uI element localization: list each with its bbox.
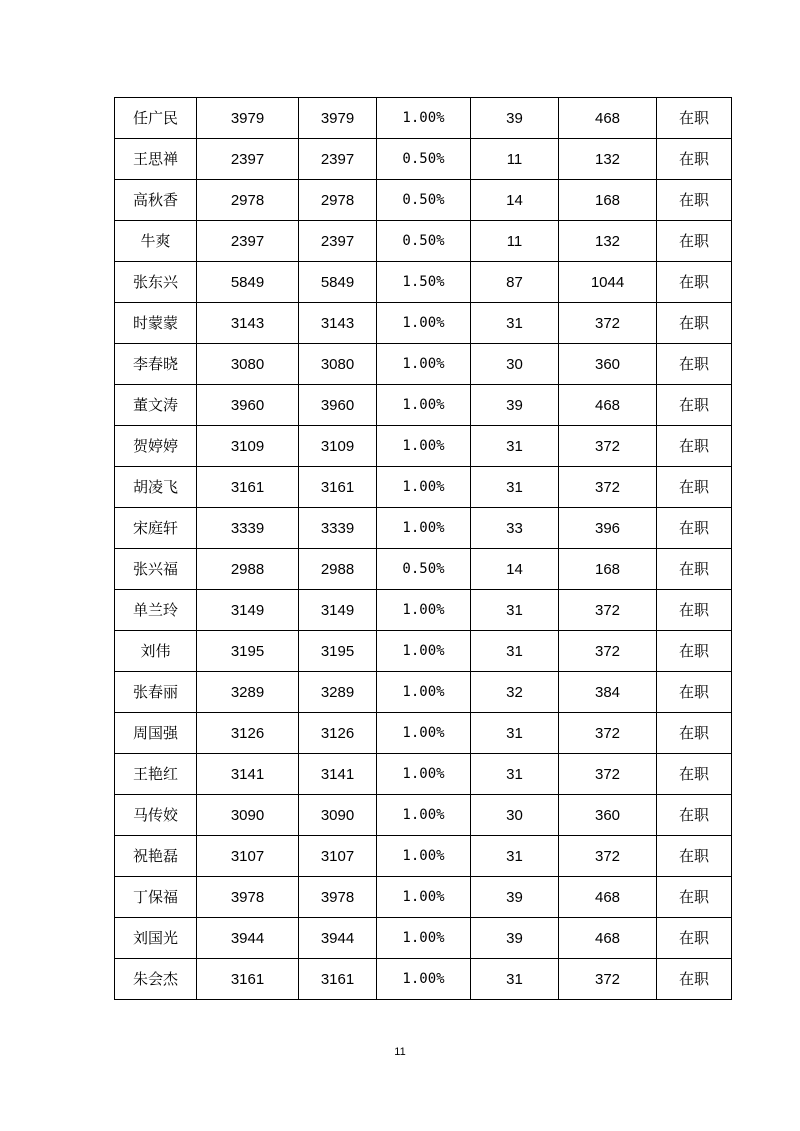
status-cell: 在职 [657,959,732,1000]
table-row [115,426,732,467]
status-cell: 在职 [657,426,732,467]
base-amount-cell: 3080 [299,344,377,385]
base-cell: 2397 [197,139,299,180]
name-cell: 胡凌飞 [115,467,197,508]
monthly-cell: 11 [471,221,559,262]
name-cell: 单兰玲 [115,590,197,631]
table-row [115,754,732,795]
base-cell: 3944 [197,918,299,959]
base-amount-cell: 3944 [299,918,377,959]
table-row [115,713,732,754]
annual-cell: 372 [559,426,657,467]
table-row [115,303,732,344]
monthly-cell: 39 [471,98,559,139]
annual-cell: 132 [559,139,657,180]
status-cell: 在职 [657,590,732,631]
base-amount-cell: 3126 [299,713,377,754]
table-row [115,795,732,836]
table-row [115,508,732,549]
monthly-cell: 39 [471,385,559,426]
rate-cell: 1.00% [377,467,471,508]
base-cell: 2978 [197,180,299,221]
rate-cell: 1.00% [377,672,471,713]
status-cell: 在职 [657,508,732,549]
base-cell: 3107 [197,836,299,877]
annual-cell: 132 [559,221,657,262]
table-row [115,836,732,877]
status-cell: 在职 [657,918,732,959]
name-cell: 牛爽 [115,221,197,262]
name-cell: 贺婷婷 [115,426,197,467]
rate-cell: 1.00% [377,754,471,795]
table-row [115,344,732,385]
status-cell: 在职 [657,221,732,262]
base-amount-cell: 2978 [299,180,377,221]
monthly-cell: 39 [471,877,559,918]
status-cell: 在职 [657,672,732,713]
rate-cell: 1.00% [377,836,471,877]
base-amount-cell: 2397 [299,139,377,180]
name-cell: 任广民 [115,98,197,139]
annual-cell: 168 [559,180,657,221]
status-cell: 在职 [657,713,732,754]
base-cell: 3109 [197,426,299,467]
rate-cell: 1.00% [377,590,471,631]
status-cell: 在职 [657,98,732,139]
table-row [115,139,732,180]
base-cell: 3289 [197,672,299,713]
monthly-cell: 31 [471,590,559,631]
annual-cell: 360 [559,795,657,836]
table-row [115,672,732,713]
name-cell: 高秋香 [115,180,197,221]
monthly-cell: 31 [471,754,559,795]
annual-cell: 372 [559,836,657,877]
rate-cell: 1.00% [377,877,471,918]
status-cell: 在职 [657,139,732,180]
base-amount-cell: 3107 [299,836,377,877]
table-row [115,877,732,918]
base-cell: 2988 [197,549,299,590]
base-amount-cell: 3090 [299,795,377,836]
monthly-cell: 14 [471,549,559,590]
status-cell: 在职 [657,262,732,303]
status-cell: 在职 [657,303,732,344]
status-cell: 在职 [657,385,732,426]
name-cell: 刘伟 [115,631,197,672]
base-cell: 2397 [197,221,299,262]
base-cell: 3141 [197,754,299,795]
table-row [115,631,732,672]
table-row [115,180,732,221]
annual-cell: 372 [559,754,657,795]
annual-cell: 372 [559,303,657,344]
monthly-cell: 32 [471,672,559,713]
name-cell: 张兴福 [115,549,197,590]
table-row [115,590,732,631]
base-amount-cell: 3109 [299,426,377,467]
base-amount-cell: 3149 [299,590,377,631]
base-amount-cell: 3289 [299,672,377,713]
annual-cell: 372 [559,713,657,754]
rate-cell: 0.50% [377,221,471,262]
table-row [115,221,732,262]
base-cell: 3161 [197,467,299,508]
annual-cell: 168 [559,549,657,590]
rate-cell: 1.00% [377,795,471,836]
monthly-cell: 31 [471,467,559,508]
annual-cell: 372 [559,590,657,631]
monthly-cell: 33 [471,508,559,549]
page-number: 11 [394,1046,406,1058]
rate-cell: 0.50% [377,180,471,221]
table-row [115,467,732,508]
base-cell: 3195 [197,631,299,672]
base-amount-cell: 3143 [299,303,377,344]
base-cell: 3080 [197,344,299,385]
name-cell: 朱会杰 [115,959,197,1000]
base-amount-cell: 2397 [299,221,377,262]
rate-cell: 1.00% [377,508,471,549]
monthly-cell: 30 [471,795,559,836]
monthly-cell: 39 [471,918,559,959]
annual-cell: 468 [559,98,657,139]
base-cell: 3126 [197,713,299,754]
annual-cell: 372 [559,631,657,672]
table-row [115,918,732,959]
rate-cell: 1.00% [377,385,471,426]
base-amount-cell: 3195 [299,631,377,672]
name-cell: 时蒙蒙 [115,303,197,344]
name-cell: 祝艳磊 [115,836,197,877]
annual-cell: 360 [559,344,657,385]
rate-cell: 1.50% [377,262,471,303]
base-amount-cell: 3979 [299,98,377,139]
status-cell: 在职 [657,180,732,221]
base-cell: 3143 [197,303,299,344]
name-cell: 刘国光 [115,918,197,959]
table-body [115,98,732,1000]
rate-cell: 1.00% [377,959,471,1000]
base-cell: 3090 [197,795,299,836]
monthly-cell: 31 [471,631,559,672]
base-cell: 5849 [197,262,299,303]
monthly-cell: 30 [471,344,559,385]
rate-cell: 1.00% [377,426,471,467]
rate-cell: 0.50% [377,549,471,590]
base-cell: 3149 [197,590,299,631]
base-cell: 3979 [197,98,299,139]
annual-cell: 468 [559,385,657,426]
annual-cell: 1044 [559,262,657,303]
base-amount-cell: 3960 [299,385,377,426]
name-cell: 王艳红 [115,754,197,795]
name-cell: 周国强 [115,713,197,754]
rate-cell: 0.50% [377,139,471,180]
base-amount-cell: 3141 [299,754,377,795]
table-row [115,959,732,1000]
monthly-cell: 31 [471,959,559,1000]
table-row [115,98,732,139]
name-cell: 张东兴 [115,262,197,303]
base-amount-cell: 3339 [299,508,377,549]
annual-cell: 468 [559,918,657,959]
base-amount-cell: 2988 [299,549,377,590]
monthly-cell: 31 [471,426,559,467]
rate-cell: 1.00% [377,713,471,754]
rate-cell: 1.00% [377,918,471,959]
status-cell: 在职 [657,836,732,877]
name-cell: 丁保福 [115,877,197,918]
table-row [115,549,732,590]
monthly-cell: 87 [471,262,559,303]
annual-cell: 468 [559,877,657,918]
table-row [115,262,732,303]
monthly-cell: 31 [471,713,559,754]
name-cell: 李春晓 [115,344,197,385]
status-cell: 在职 [657,877,732,918]
status-cell: 在职 [657,631,732,672]
base-amount-cell: 3161 [299,467,377,508]
name-cell: 王思禅 [115,139,197,180]
status-cell: 在职 [657,344,732,385]
status-cell: 在职 [657,549,732,590]
base-amount-cell: 3161 [299,959,377,1000]
monthly-cell: 31 [471,303,559,344]
base-cell: 3960 [197,385,299,426]
base-amount-cell: 5849 [299,262,377,303]
name-cell: 张春丽 [115,672,197,713]
base-amount-cell: 3978 [299,877,377,918]
rate-cell: 1.00% [377,344,471,385]
status-cell: 在职 [657,467,732,508]
staff-data-table [114,97,732,1000]
table-row [115,385,732,426]
monthly-cell: 14 [471,180,559,221]
annual-cell: 396 [559,508,657,549]
base-cell: 3161 [197,959,299,1000]
rate-cell: 1.00% [377,98,471,139]
name-cell: 董文涛 [115,385,197,426]
base-cell: 3339 [197,508,299,549]
rate-cell: 1.00% [377,303,471,344]
status-cell: 在职 [657,795,732,836]
monthly-cell: 11 [471,139,559,180]
annual-cell: 372 [559,959,657,1000]
monthly-cell: 31 [471,836,559,877]
status-cell: 在职 [657,754,732,795]
annual-cell: 384 [559,672,657,713]
name-cell: 宋庭轩 [115,508,197,549]
base-cell: 3978 [197,877,299,918]
annual-cell: 372 [559,467,657,508]
name-cell: 马传姣 [115,795,197,836]
rate-cell: 1.00% [377,631,471,672]
